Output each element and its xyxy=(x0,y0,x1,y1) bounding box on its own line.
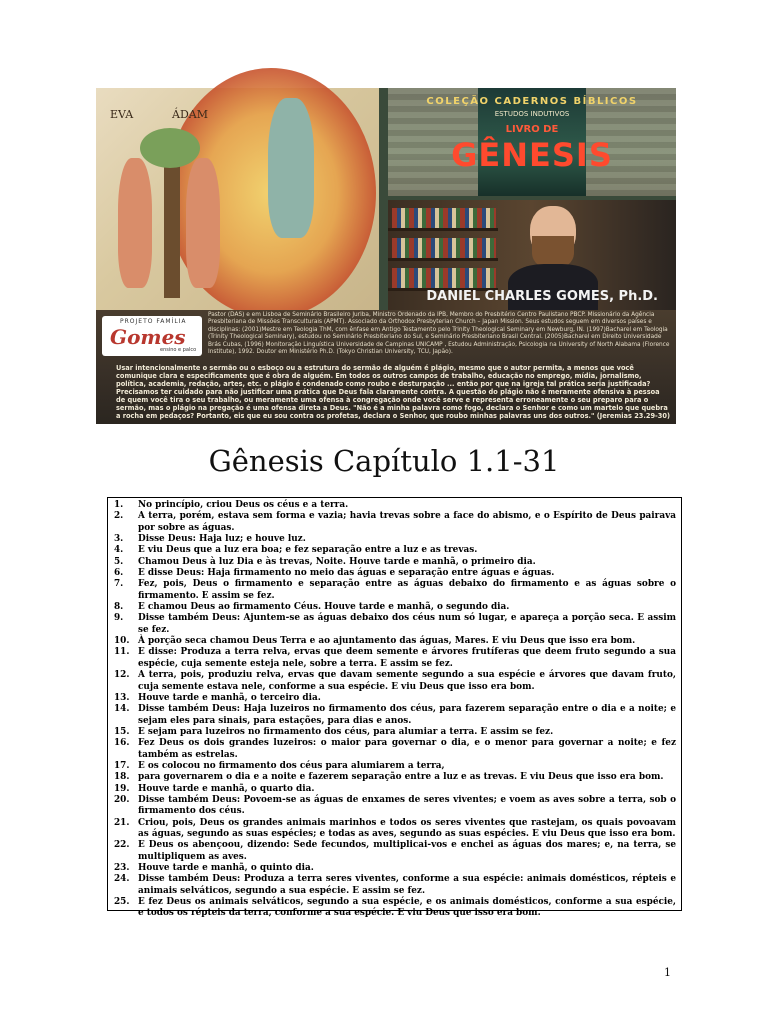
verse-row xyxy=(114,613,676,636)
eve-figure xyxy=(118,158,152,288)
collection-subtitle: ESTUDOS INDUTIVOS xyxy=(494,110,570,118)
verse-row xyxy=(114,818,676,841)
verse-text: A terra, porém, estava sem forma e vazia; havia trevas sobre a face do abismo, e o Espírito de Deus pairava por sobre as águas. xyxy=(138,511,676,533)
verse-text: Houve tarde e manhã, o quarto dia. xyxy=(138,783,315,794)
verse-text: Disse Deus: Haja luz; e houve luz. xyxy=(138,534,306,545)
book-name: GÊNESIS xyxy=(451,136,613,174)
books xyxy=(392,238,496,258)
logo-top-text: PROJETO FAMÍLIA xyxy=(120,318,187,325)
verse-text: Disse também Deus: Haja luzeiros no firmamento dos céus, para fazerem separação entre o dia e a noite; e sejam eles para sinais, para estações, para dias e anos. xyxy=(138,704,676,726)
verse-text: Disse também Deus: Povoem-se as águas de enxames de seres viventes; e voem as aves sobre a terra, sob o firmamento dos céus. xyxy=(138,794,676,817)
verse-row xyxy=(114,579,676,602)
author-body xyxy=(508,264,598,312)
verse-number: 18. xyxy=(114,772,130,783)
verse-row xyxy=(114,693,676,704)
verse-row xyxy=(114,897,676,920)
cover-banner xyxy=(96,88,676,424)
verse-text: Houve tarde e manhã, o quinto dia. xyxy=(138,863,314,873)
collection-title: COLEÇÃO CADERNOS BÍBLICOS xyxy=(426,96,638,107)
verse-number: 17. xyxy=(114,760,130,771)
verse-row xyxy=(114,840,676,863)
verse-row xyxy=(114,874,676,897)
author-name: DANIEL CHARLES GOMES, Ph.D. xyxy=(426,289,658,304)
verse-number: 9. xyxy=(114,613,124,624)
verse-number: 5. xyxy=(114,556,124,567)
shelf xyxy=(388,228,498,231)
verse-text: A terra, pois, produziu relva, ervas que davam semente segundo a sua espécie e árvores que davam fruto, cuja semente estava nele, conforme a sua espécie. E viu Deus que isso era bom. xyxy=(138,670,676,692)
verse-number: 14. xyxy=(114,704,130,715)
plagiarism-note: Usar intencionalmente o sermão ou o esboço ou a estrutura do sermão de alguém é plágio, mesmo que o autor permita, a menos que você comunique clara e especificamente que é obra de alguém. Em todos os outros campos de trabalho, educação no emprego, mídia, jornalismo, política, academia, redação, artes, etc. o plágio é condenado como roubo e desturpação ... então por que na igreja tal prática seria justificada? Precisamos ter cuidado para não justificar uma prática que Deus fala claramente contra. A questão do plágio não é meramente ofensiva à pessoa de quem você tira o seu trabalho, ou meramente uma ofensa à congregação onde você serve e representa erroneamente o seu preparo para o sermão, mas o plágio na pregação é uma ofensa direta a Deus. "Não é a minha palavra como fogo, declara o Senhor e como um martelo que quebra a rocha em pedaços? Portanto, eis que eu sou contra os profetas, declara o Senhor, que roubo minhas palavras uns dos outros." (Jeremias 23.29-30) xyxy=(116,364,670,420)
books xyxy=(392,208,496,228)
verse-text: E Deus os abençoou, dizendo: Sede fecundos, multiplicai-vos e enchei as águas dos mares; e, na terra, se multipliquem as aves. xyxy=(138,840,676,862)
verse-number: 1. xyxy=(114,500,124,510)
author-bio-panel xyxy=(96,310,676,424)
verse-row xyxy=(114,647,676,670)
collection-cover xyxy=(388,88,676,196)
book-prefix: LIVRO DE xyxy=(505,124,559,135)
verse-number: 22. xyxy=(114,840,130,851)
adam-label: ÁDAM xyxy=(172,108,208,121)
verse-row xyxy=(114,772,676,783)
verse-text: À porção seca chamou Deus Terra e ao ajuntamento das águas, Mares. E viu Deus que isso era bom. xyxy=(138,636,636,647)
page-title: Gênesis Capítulo 1.1-31 xyxy=(208,444,560,478)
verse-number: 16. xyxy=(114,738,130,749)
verse-text: No princípio, criou Deus os céus e a terra. xyxy=(138,500,349,510)
verse-text: E viu Deus que a luz era boa; e fez separação entre a luz e as trevas. xyxy=(138,545,478,556)
logo-name: Gomes xyxy=(110,325,186,349)
verse-text: E disse Deus: Haja firmamento no meio das águas e separação entre águas e águas. xyxy=(138,568,555,579)
logo-sub-text: ensino e palco xyxy=(160,347,197,353)
verse-row xyxy=(114,704,676,727)
verse-text: Disse também Deus: Produza a terra seres viventes, conforme a sua espécie: animais domésticos, répteis e animais selváticos, segundo a sua espécie. E assim se fez. xyxy=(138,874,676,896)
verse-number: 8. xyxy=(114,602,124,613)
verse-number: 12. xyxy=(114,670,130,681)
verse-number: 2. xyxy=(114,511,124,522)
verse-number: 25. xyxy=(114,897,130,908)
verse-number: 21. xyxy=(114,817,130,828)
verse-text: E fez Deus os animais selváticos, segundo a sua espécie, e os animais domésticos, conforme a sua espécie, e todos os répteis da terra, conforme a sua espécie. E viu Deus que isso era bom. xyxy=(138,897,676,919)
verse-text: Chamou Deus à luz Dia e às trevas, Noite. Houve tarde e manhã, o primeiro dia. xyxy=(138,556,536,567)
verse-number: 6. xyxy=(114,568,124,579)
verse-number: 13. xyxy=(114,692,130,703)
projeto-gomes-logo xyxy=(102,316,202,356)
adam-eve-illustration xyxy=(96,88,379,310)
books xyxy=(392,268,496,288)
verse-text: E disse: Produza a terra relva, ervas que deem semente e árvores frutíferas que deem fruto segundo a sua espécie, cuja semente esteja nele, sobre a terra. E assim se fez. xyxy=(138,647,676,669)
verse-row xyxy=(114,511,676,534)
verse-row xyxy=(114,738,676,761)
page-number: 1 xyxy=(664,966,671,979)
verse-row xyxy=(114,727,676,738)
shelf xyxy=(388,258,498,261)
verse-row xyxy=(114,670,676,693)
verse-text: Fez Deus os dois grandes luzeiros: o maior para governar o dia, e o menor para governar a noite; e fez também as estrelas. xyxy=(138,738,676,760)
deity-figure xyxy=(268,98,314,238)
verse-number: 15. xyxy=(114,726,130,737)
verse-row xyxy=(114,545,676,556)
verse-number: 11. xyxy=(114,647,130,658)
verse-text: para governarem o dia e a noite e fazerem separação entre a luz e as trevas. E viu Deus que isso era bom. xyxy=(138,772,664,783)
verse-text: E sejam para luzeiros no firmamento dos céus, para alumiar a terra. E assim se fez. xyxy=(138,726,554,737)
verse-row xyxy=(114,636,676,647)
verse-row xyxy=(114,761,676,772)
verse-list xyxy=(107,497,682,919)
author-bio: Pastor (DAS) e em Lisboa de Seminário Brasileiro Juriba, Ministro Ordenado da IPB, Membro do Presbitério Centro Paulistano PBCP. Missionário da Agência Presbiteriana de Missões Transculturais (APMT). Associado da Orthodox Presbyterian Church – Japan Mission. Seus estudos seguem em diversos países e disciplinas: (2001)Mestre em Teologia ThM, com ênfase em Antigo Testamento pelo Trinity Theological Seminary em Newburg, IN. (1997)Bacharel em Teologia (Trinity Theological Seminary), estudou no Seminário Presbiteriano do Sul, e Seminário Presbiteriano Brasil Central. (2005)Bacharel em Direito Universidade Brás Cubas, (1996) Monitoração Linguística Universidade de Campinas UNICAMP , Estudou Administração, Psicologia na University of North Alabama (Florence Institute), 1992. Doutor em Ministério Ph.D. (Tokyo Christian University, TCU, Japão). xyxy=(208,312,670,356)
verse-number: 23. xyxy=(114,863,130,873)
verse-text: Disse também Deus: Ajuntem-se as águas debaixo dos céus num só lugar, e apareça a porção seca. E assim se fez. xyxy=(138,613,676,635)
verse-number: 7. xyxy=(114,579,124,590)
verse-row xyxy=(114,784,676,795)
verse-row xyxy=(114,568,676,579)
tree-illustration xyxy=(164,148,180,298)
verse-row xyxy=(114,500,676,511)
verse-number: 24. xyxy=(114,874,130,885)
adam-figure xyxy=(186,158,220,288)
leaf-shape xyxy=(140,128,200,168)
verse-row xyxy=(114,602,676,613)
verse-number: 10. xyxy=(114,636,130,647)
verse-number: 3. xyxy=(114,534,124,545)
verse-number: 20. xyxy=(114,794,130,805)
verse-row xyxy=(114,795,676,818)
eve-label: EVA xyxy=(110,108,134,121)
verse-number: 4. xyxy=(114,545,124,556)
verse-row xyxy=(114,534,676,545)
verse-row xyxy=(114,863,676,874)
verse-text: Criou, pois, Deus os grandes animais marinhos e todos os seres viventes que rastejam, os quais povoavam as águas, segundo as suas espécies; e todas as aves, segundo as suas espécies. E viu Deus que isso era bom. xyxy=(138,817,676,839)
verse-number: 19. xyxy=(114,783,130,794)
verse-text: Houve tarde e manhã, o terceiro dia. xyxy=(138,692,321,703)
verse-text: Fez, pois, Deus o firmamento e separação entre as águas debaixo do firmamento e as águas sobre o firmamento. E assim se fez. xyxy=(138,579,676,601)
verse-text: E os colocou no firmamento dos céus para alumiarem a terra, xyxy=(138,760,445,771)
verse-text: E chamou Deus ao firmamento Céus. Houve tarde e manhã, o segundo dia. xyxy=(138,602,510,613)
verse-row xyxy=(114,557,676,568)
author-photo xyxy=(388,200,676,310)
